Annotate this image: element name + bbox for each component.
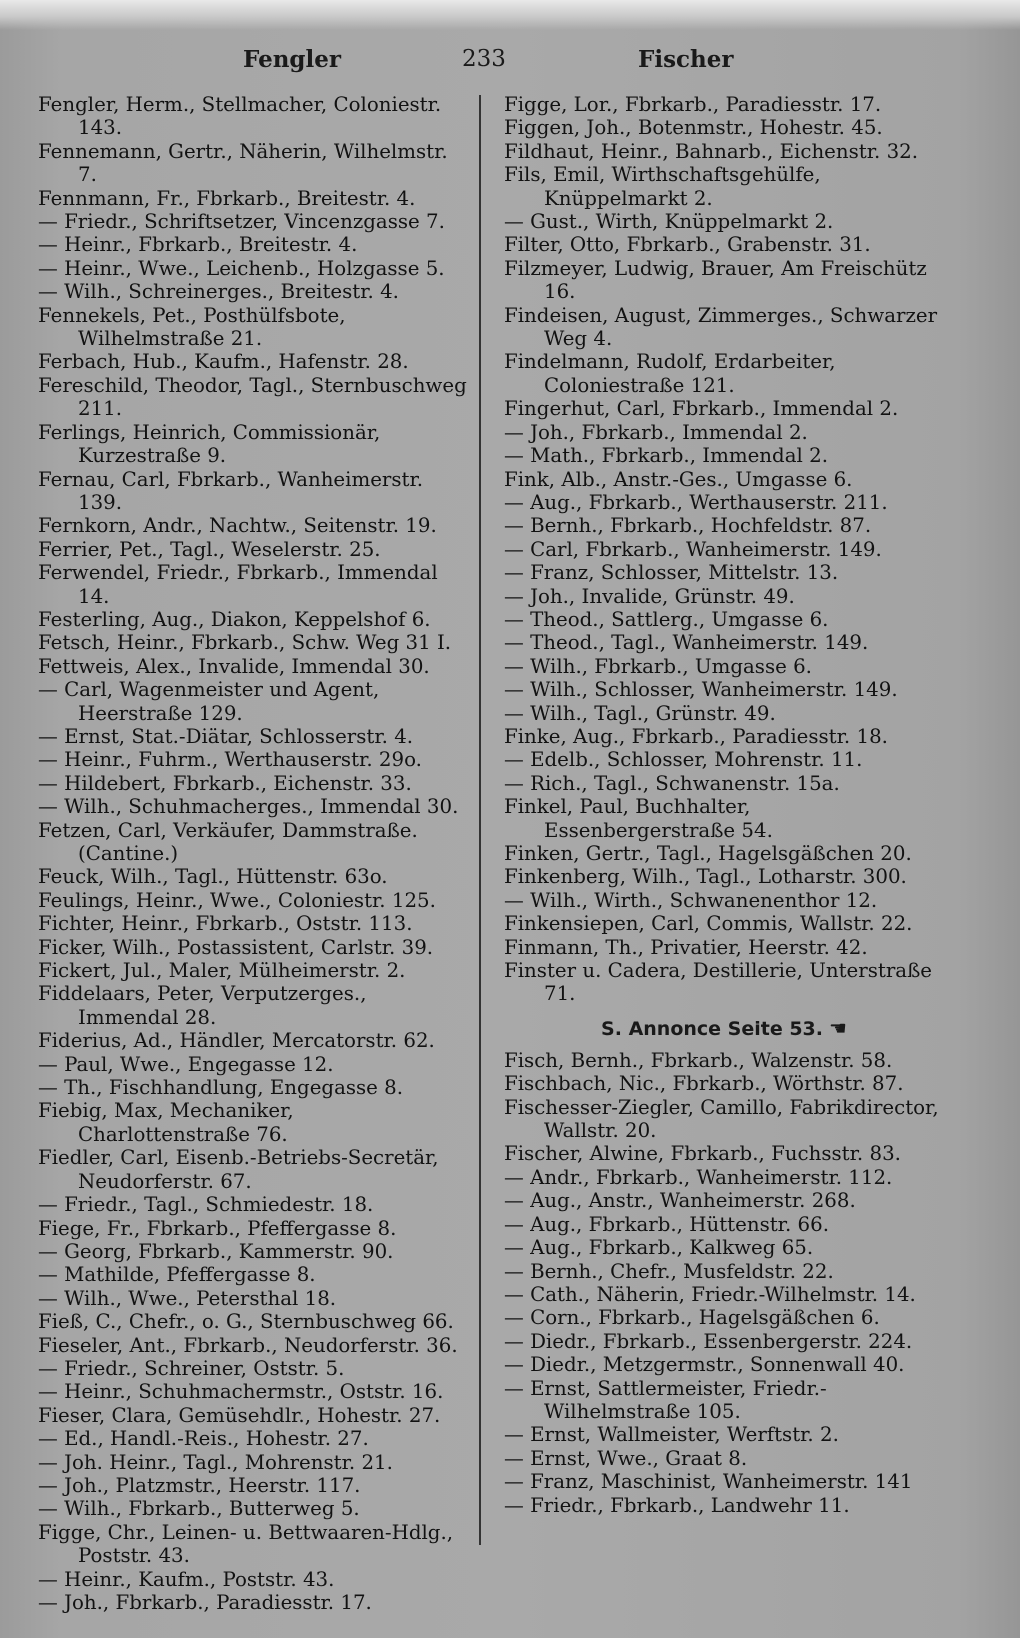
directory-entry: Fiddelaars, Peter, Verputzerges., Immendal 28. (38, 982, 367, 1029)
directory-entry: — Wilh., Schreinerges., Breitestr. 4. (38, 280, 399, 304)
directory-entry: — Edelb., Schlosser, Mohrenstr. 11. (504, 748, 863, 772)
directory-entry: — Aug., Anstr., Wanheimerstr. 268. (504, 1189, 856, 1213)
directory-entry: Fennekels, Pet., Posthülfsbote, Wilhelmstraße 21. (38, 303, 346, 351)
directory-entry: — Friedr., Tagl., Schmiedestr. 18. (38, 1193, 374, 1217)
directory-entry: Festerling, Aug., Diakon, Keppelshof 6. (38, 607, 431, 631)
directory-entry: — Friedr., Schreiner, Oststr. 5. (38, 1356, 345, 1380)
directory-entry: Ferlings, Heinrich, Commissionär, Kurzestraße 9. (38, 420, 381, 468)
directory-entry: Ficker, Wilh., Postassistent, Carlstr. 39. (38, 935, 434, 959)
directory-entry: Finster u. Cadera, Destillerie, Unterstraße 71. (504, 959, 932, 1006)
directory-entry: — Heinr., Fuhrm., Werthauserstr. 29o. (38, 748, 422, 772)
directory-entry: — Carl, Fbrkarb., Wanheimerstr. 149. (504, 537, 882, 561)
directory-entry: Fischesser-Ziegler, Camillo, Fabrikdirector, Wallstr. 20. (504, 1095, 939, 1143)
directory-entry: — Bernh., Chefr., Musfeldstr. 22. (504, 1259, 834, 1283)
directory-entry: Findeisen, August, Zimmerges., Schwarzer Weg 4. (504, 303, 938, 351)
header-right-keyword: Fischer (638, 46, 734, 73)
directory-entry: — Joh., Fbrkarb., Paradiesstr. 17. (38, 1591, 372, 1614)
directory-entry: Ferwendel, Friedr., Fbrkarb., Immendal 14. (38, 561, 438, 608)
directory-entry: — Wilh., Schlosser, Wanheimerstr. 149. (504, 678, 898, 702)
directory-entry: — Franz, Maschinist, Wanheimerstr. 141 (504, 1470, 913, 1494)
directory-entry: — Wilh., Fbrkarb., Butterweg 5. (38, 1497, 360, 1521)
directory-entry: — Paul, Wwe., Engegasse 12. (38, 1052, 334, 1076)
directory-entry: Fiedler, Carl, Eisenb.-Betriebs-Secretär, Neudorferstr. 67. (38, 1146, 439, 1193)
directory-entry: Figge, Chr., Leinen- u. Bettwaaren-Hdlg., Poststr. 43. (38, 1520, 454, 1568)
directory-entry: — Franz, Schlosser, Mittelstr. 13. (504, 561, 839, 585)
directory-entry: — Math., Fbrkarb., Immendal 2. (504, 444, 828, 468)
directory-entry: — Friedr., Fbrkarb., Landwehr 11. (504, 1493, 850, 1517)
directory-entry: — Gust., Wirth, Knüppelmarkt 2. (504, 210, 834, 234)
directory-entry: Fils, Emil, Wirthschaftsgehülfe, Knüppelmarkt 2. (504, 163, 821, 210)
directory-entry: Filter, Otto, Fbrkarb., Grabenstr. 31. (504, 233, 871, 257)
left-column (38, 93, 468, 1614)
directory-entry: — Carl, Wagenmeister und Agent, Heerstraße 129. (38, 678, 380, 725)
directory-entry: — Heinr., Fbrkarb., Breitestr. 4. (38, 233, 358, 257)
directory-entry: — Diedr., Fbrkarb., Essenbergerstr. 224. (504, 1329, 913, 1353)
directory-entry: Fereschild, Theodor, Tagl., Sternbuschweg 211. (38, 373, 467, 421)
header-left-keyword: Fengler (243, 46, 341, 73)
directory-entry: Finmann, Th., Privatier, Heerstr. 42. (504, 935, 868, 959)
directory-entry: — Ernst, Sattlermeister, Friedr.-Wilhelmstraße 105. (504, 1376, 827, 1423)
directory-entry: — Mathilde, Pfeffergasse 8. (38, 1263, 316, 1287)
directory-entry: — Heinr., Kaufm., Poststr. 43. (38, 1567, 335, 1591)
directory-entry: — Joh., Platzmstr., Heerstr. 117. (38, 1473, 361, 1497)
directory-entry: — Joh., Fbrkarb., Immendal 2. (504, 420, 808, 444)
directory-entry: Fieseler, Ant., Fbrkarb., Neudorferstr. 36. (38, 1333, 458, 1357)
directory-entry: — Joh. Heinr., Tagl., Mohrenstr. 21. (38, 1450, 393, 1474)
directory-entry: Fickert, Jul., Maler, Mülheimerstr. 2. (38, 959, 406, 983)
directory-entry: Feuck, Wilh., Tagl., Hüttenstr. 63o. (38, 865, 388, 889)
pointing-hand-icon: ☚ (829, 1015, 847, 1040)
directory-entry: Fengler, Herm., Stellmacher, Coloniestr. 143. (38, 93, 442, 140)
directory-entry: — Corn., Fbrkarb., Hagelsgäßchen 6. (504, 1306, 880, 1330)
directory-entry: Fildhaut, Heinr., Bahnarb., Eichenstr. 32. (504, 139, 919, 163)
directory-entry: Fischbach, Nic., Fbrkarb., Wörthstr. 87. (504, 1072, 904, 1096)
annonce-text: S. Annonce Seite 53. (601, 1017, 823, 1040)
directory-entry: — Wilh., Fbrkarb., Umgasse 6. (504, 654, 812, 678)
directory-entry: Feulings, Heinr., Wwe., Coloniestr. 125. (38, 888, 436, 912)
directory-entry: — Theod., Tagl., Wanheimerstr. 149. (504, 631, 869, 655)
directory-entry: Fennemann, Gertr., Näherin, Wilhelmstr. 7. (38, 139, 448, 187)
directory-entry: Finken, Gertr., Tagl., Hagelsgäßchen 20. (504, 842, 912, 865)
directory-entry: Fennmann, Fr., Fbrkarb., Breitestr. 4. (38, 186, 416, 210)
directory-entry: — Aug., Fbrkarb., Hüttenstr. 66. (504, 1212, 829, 1236)
directory-entry: — Wilh., Wwe., Petersthal 18. (38, 1286, 337, 1310)
directory-entry: Fiebig, Max, Mechaniker, Charlottenstraße 76. (38, 1099, 294, 1146)
directory-entry: — Hildebert, Fbrkarb., Eichenstr. 33. (38, 771, 412, 795)
top-edge-shadow (0, 0, 1020, 30)
directory-entry: — Rich., Tagl., Schwanenstr. 15a. (504, 771, 840, 795)
directory-entry: Fetsch, Heinr., Fbrkarb., Schw. Weg 31 I. (38, 631, 452, 655)
directory-entry: Figge, Lor., Fbrkarb., Paradiesstr. 17. (504, 93, 882, 116)
directory-entry: Fettweis, Alex., Invalide, Immendal 30. (38, 654, 430, 678)
directory-entry: — Joh., Invalide, Grünstr. 49. (504, 584, 795, 608)
directory-entry: — Theod., Sattlerg., Umgasse 6. (504, 607, 829, 631)
directory-entry: Fetzen, Carl, Verkäufer, Dammstraße. (Cantine.) (38, 818, 418, 865)
directory-entry: Filzmeyer, Ludwig, Brauer, Am Freischütz 16. (504, 256, 927, 304)
directory-entry: — Ernst, Wallmeister, Werftstr. 2. (504, 1423, 839, 1447)
directory-entry: — Wilh., Schuhmacherges., Immendal 30. (38, 795, 459, 819)
directory-entry: Fiderius, Ad., Händler, Mercatorstr. 62. (38, 1029, 435, 1053)
running-header (38, 44, 938, 78)
directory-entry: Finkenberg, Wilh., Tagl., Lotharstr. 300. (504, 865, 907, 889)
right-column (504, 93, 944, 1517)
directory-entry: — Cath., Näherin, Friedr.-Wilhelmstr. 14. (504, 1282, 916, 1306)
directory-entry: Finke, Aug., Fbrkarb., Paradiesstr. 18. (504, 724, 888, 748)
directory-entry: — Ed., Handl.-Reis., Hohestr. 27. (38, 1427, 369, 1451)
directory-entry: — Aug., Fbrkarb., Kalkweg 65. (504, 1236, 814, 1260)
directory-entry: Findelmann, Rudolf, Erdarbeiter, Coloniestraße 121. (504, 350, 836, 397)
directory-entry: Finkel, Paul, Buchhalter, Essenbergerstraße 54. (504, 795, 773, 842)
directory-entry: — Georg, Fbrkarb., Kammerstr. 90. (38, 1239, 394, 1263)
directory-entry: — Heinr., Wwe., Leichenb., Holzgasse 5. (38, 256, 445, 280)
directory-entry: Fernkorn, Andr., Nachtw., Seitenstr. 19. (38, 514, 437, 538)
directory-entry: — Th., Fischhandlung, Engegasse 8. (38, 1076, 404, 1100)
directory-entry: Fieß, C., Chefr., o. G., Sternbuschweg 66. (38, 1310, 454, 1334)
directory-entry: Ferbach, Hub., Kaufm., Hafenstr. 28. (38, 350, 409, 374)
directory-entry: Figgen, Joh., Botenmstr., Hohestr. 45. (504, 116, 883, 140)
directory-entry: — Friedr., Schriftsetzer, Vincenzgasse 7. (38, 210, 445, 234)
directory-entry: Fingerhut, Carl, Fbrkarb., Immendal 2. (504, 397, 899, 421)
right-column-entries-a (504, 93, 944, 1006)
directory-entry: Ferrier, Pet., Tagl., Weselerstr. 25. (38, 537, 381, 561)
directory-entry: — Aug., Fbrkarb., Werthauserstr. 211. (504, 490, 888, 514)
page-number: 233 (462, 46, 506, 72)
directory-entry: — Wilh., Wirth., Schwanenenthor 12. (504, 888, 878, 912)
column-divider (479, 95, 481, 1545)
directory-entry: — Ernst, Stat.-Diätar, Schlosserstr. 4. (38, 724, 414, 748)
directory-entry: Fink, Alb., Anstr.-Ges., Umgasse 6. (504, 467, 853, 491)
directory-entry: — Bernh., Fbrkarb., Hochfeldstr. 87. (504, 514, 872, 538)
directory-entry: Fernau, Carl, Fbrkarb., Wanheimerstr. 139. (38, 467, 424, 514)
directory-entry: Fiege, Fr., Fbrkarb., Pfeffergasse 8. (38, 1216, 397, 1240)
annonce-note (504, 1012, 944, 1045)
directory-entry: Finkensiepen, Carl, Commis, Wallstr. 22. (504, 912, 913, 936)
directory-entry: — Ernst, Wwe., Graat 8. (504, 1446, 748, 1470)
directory-entry: — Diedr., Metzgermstr., Sonnenwall 40. (504, 1353, 905, 1377)
directory-entry: — Andr., Fbrkarb., Wanheimerstr. 112. (504, 1165, 893, 1189)
right-column-entries-b (504, 1049, 944, 1517)
directory-entry: Fichter, Heinr., Fbrkarb., Oststr. 113. (38, 912, 413, 936)
directory-entry: Fieser, Clara, Gemüsehdlr., Hohestr. 27. (38, 1403, 441, 1427)
directory-entry: — Heinr., Schuhmachermstr., Oststr. 16. (38, 1380, 444, 1404)
directory-entry: Fischer, Alwine, Fbrkarb., Fuchsstr. 83. (504, 1142, 901, 1166)
directory-entry: Fisch, Bernh., Fbrkarb., Walzenstr. 58. (504, 1048, 893, 1072)
directory-entry: — Wilh., Tagl., Grünstr. 49. (504, 701, 776, 725)
